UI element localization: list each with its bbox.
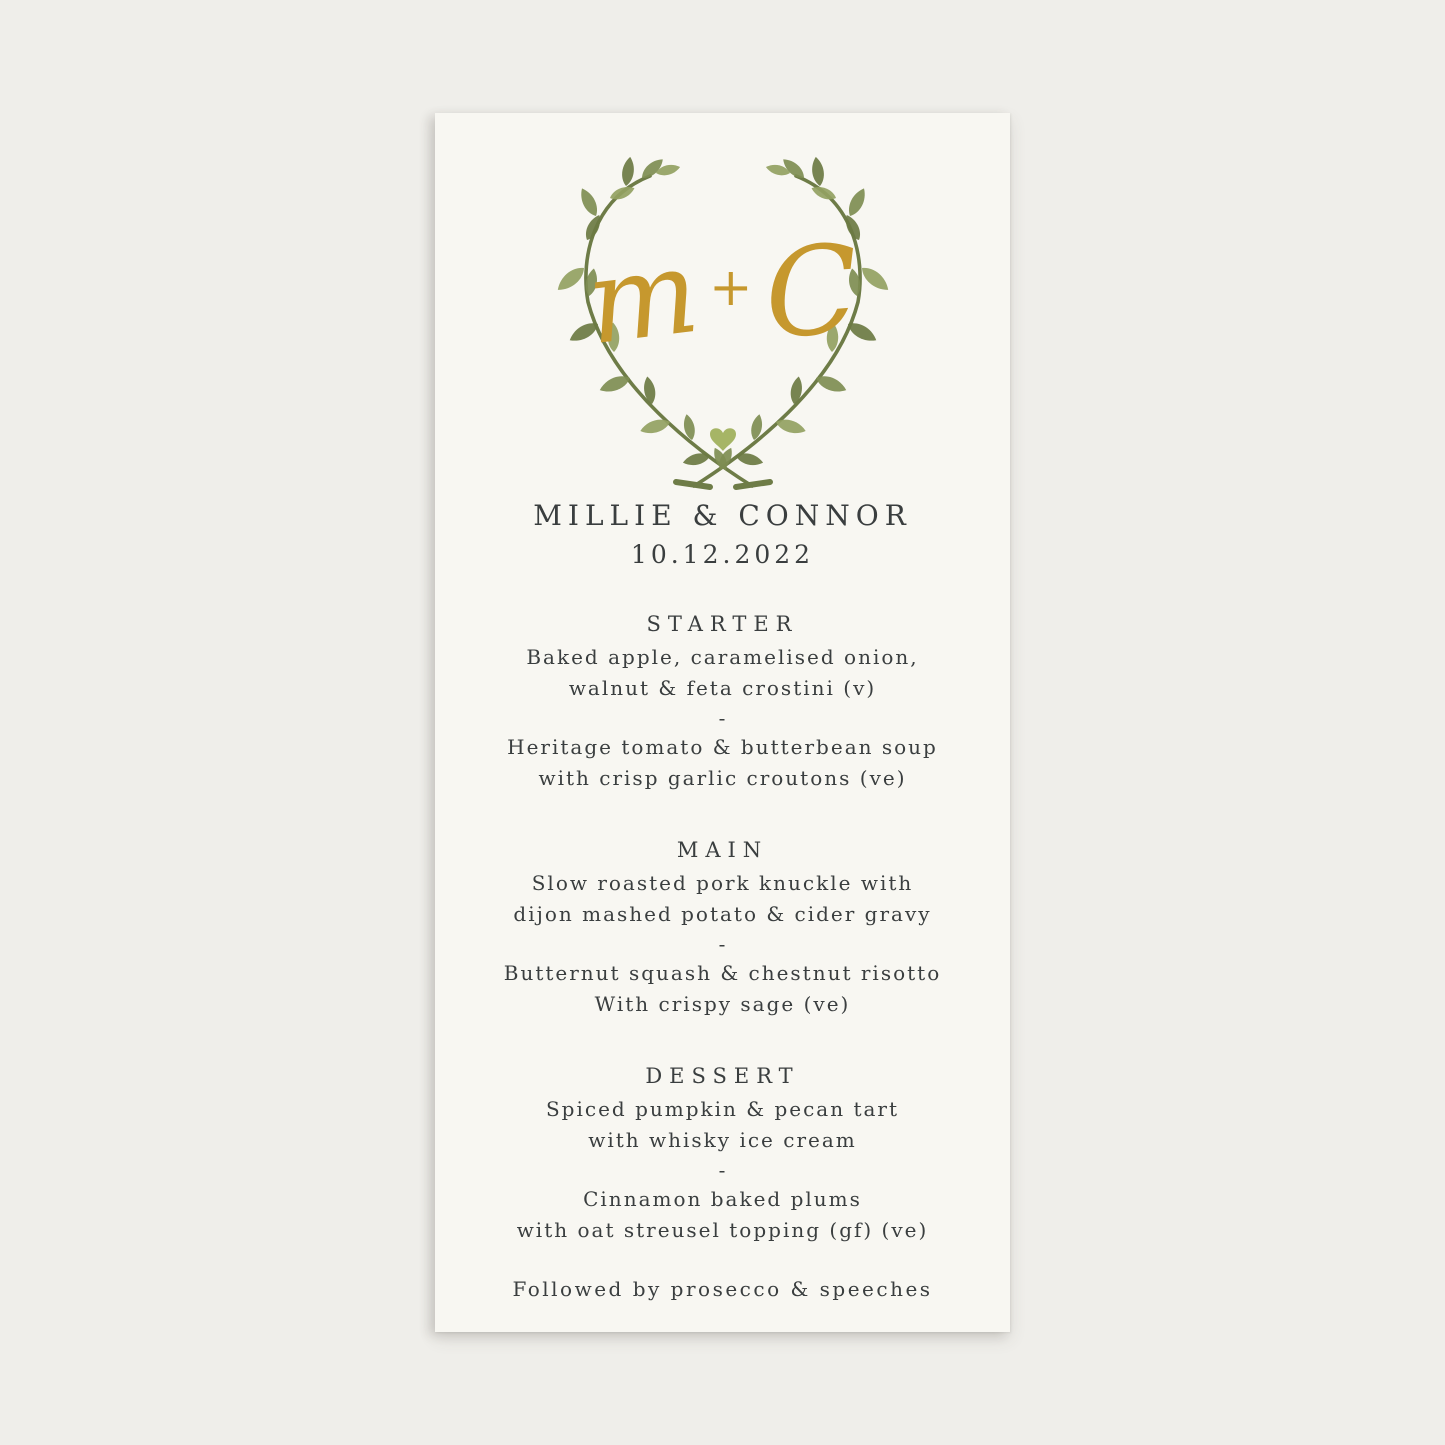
- heart-icon: [710, 428, 736, 451]
- footer-note: Followed by prosecco & speeches: [512, 1277, 933, 1301]
- course-line: Baked apple, caramelised onion,: [526, 645, 919, 669]
- monogram-right-initial: C: [759, 217, 863, 367]
- section-heading: MAIN: [676, 838, 769, 862]
- wedding-date: 10.12.2022: [630, 540, 815, 569]
- course-line: with whisky ice cream: [588, 1128, 857, 1152]
- greenery-heart-wreath-illustration: [530, 140, 916, 490]
- section-heading: DESSERT: [645, 1064, 800, 1088]
- section-heading: STARTER: [646, 612, 799, 636]
- course-line: with crisp garlic croutons (ve): [538, 766, 907, 790]
- menu-section-main: [435, 836, 1010, 1020]
- course-line: walnut & feta crostini (v): [568, 676, 877, 700]
- course-divider: -: [718, 1158, 727, 1182]
- menu-section-starter: [435, 610, 1010, 794]
- course-line: Butternut squash & chestnut risotto: [503, 961, 942, 985]
- couple-names: MILLIE & CONNOR: [533, 499, 912, 532]
- course-line: With crispy sage (ve): [594, 992, 851, 1016]
- menu-section-dessert: [435, 1062, 1010, 1246]
- wreath-monogram-block: [435, 113, 1010, 490]
- course-line: Heritage tomato & butterbean soup: [507, 735, 938, 759]
- course-divider: -: [718, 706, 727, 730]
- course-divider: -: [718, 932, 727, 956]
- course-line: Spiced pumpkin & pecan tart: [545, 1097, 900, 1121]
- course-line: with oat streusel topping (gf) (ve): [516, 1218, 929, 1242]
- wedding-menu-card: [435, 113, 1010, 1332]
- course-line: Slow roasted pork knuckle with: [531, 871, 914, 895]
- monogram-plus: +: [709, 258, 753, 318]
- monogram-left-initial: m: [579, 223, 706, 372]
- course-line: Cinnamon baked plums: [583, 1187, 862, 1211]
- course-line: dijon mashed potato & cider gravy: [513, 902, 932, 926]
